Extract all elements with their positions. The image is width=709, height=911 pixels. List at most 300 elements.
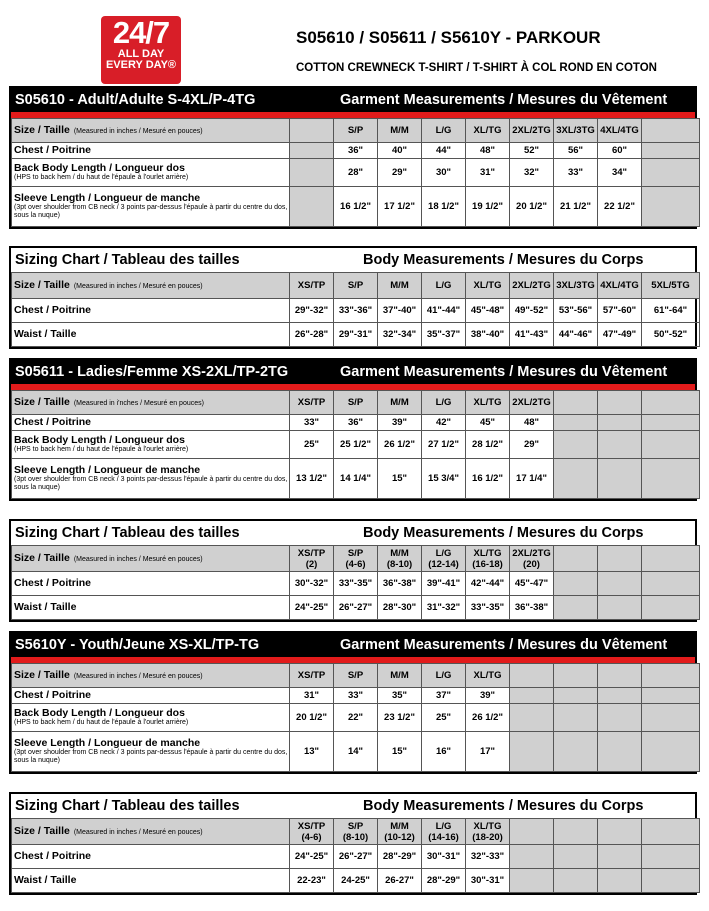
cell-value: 28" [347,167,364,178]
cell-value: 29" [523,439,540,450]
cell-value: 15" [391,746,408,757]
row-note: (Measured in inches / Mesuré en pouces) [73,282,203,290]
cell [554,431,598,459]
cell [510,819,554,845]
chest-row [12,299,700,323]
sizes-label [12,273,290,299]
chest-row [12,572,700,596]
row-label: Back Body Length / Longueur dos [14,706,185,719]
cell-value: 32"-33" [470,851,505,862]
chest-label [12,845,290,869]
cell-value: 37"-40" [382,305,417,316]
cell [334,572,378,596]
cell [334,704,378,732]
cell [334,431,378,459]
section-bar [11,794,695,818]
cell [510,572,554,596]
cell-subvalue: (18-20) [472,831,503,843]
cell [290,431,334,459]
cell [554,299,598,323]
cell-value: 33"-35" [338,578,373,589]
cell-value: S/P [347,397,364,408]
section-title: S5610Y - Youth/Jeune XS-XL/TP-TG [15,637,260,653]
cell-value: L/G [435,820,452,832]
cell [510,391,554,415]
cell [510,704,554,732]
cell-value: 28 1/2" [472,439,503,450]
cell [334,323,378,347]
cell [334,869,378,893]
cell-value: 45" [479,417,496,428]
cell [378,869,422,893]
cell [378,273,422,299]
cell [422,299,466,323]
cell-value: 52" [523,145,540,156]
row-note: (3pt over shoulder from CB neck / 3 points par-dessus l'épaule à partir du centre du dos, sous la nuque) [14,203,288,219]
cell [642,459,700,499]
cell [466,391,510,415]
cell [466,732,510,772]
cell-value: XL/TG [473,280,502,291]
cell-value: 39" [479,690,496,701]
logo-line1: ALL DAY [117,48,165,60]
cell [598,688,642,704]
cell [334,391,378,415]
cell-subvalue: (10-12) [384,831,415,843]
cell-value: 15" [391,473,408,484]
cell [598,187,642,227]
logo-line2: EVERY DAY® [105,59,177,71]
cell-value: 48" [479,145,496,156]
body-heading: Body Measurements / Mesures du Corps [363,525,644,541]
back-row [12,431,700,459]
row-label: Chest / Poitrine [14,689,92,701]
cell-value: 4XL/4TG [600,280,639,291]
cell [290,869,334,893]
cell [290,546,334,572]
cell-value: 36" [347,145,364,156]
cell [378,431,422,459]
cell [598,459,642,499]
waist-row [12,596,700,620]
cell-value: 2XL/2TG [512,280,551,291]
cell [378,143,422,159]
row-label: Sleeve Length / Longueur de manche [14,736,201,749]
logo-text: 24/7 [112,16,170,50]
cell [290,143,334,159]
cell [510,159,554,187]
cell [378,596,422,620]
cell [598,415,642,431]
cell-value: S/P [347,820,364,832]
ladies-body-section [9,519,697,622]
cell-value: 45"-48" [470,305,505,316]
cell-value: S/P [347,125,364,136]
cell-value: 33" [303,417,320,428]
cell [422,664,466,688]
waist-label [12,596,290,620]
cell-value: 2XL/2TG [512,397,551,408]
cell [510,187,554,227]
row-note: (HPS to back hem / du haut de l'épaule à l'ourlet arrière) [14,173,189,181]
cell [290,704,334,732]
row-label: Waist / Taille [14,601,77,613]
cell [554,819,598,845]
cell-value: 4XL/4TG [600,125,639,136]
cell [466,415,510,431]
cell [422,391,466,415]
cell-value: 30" [435,167,452,178]
cell [466,273,510,299]
sizing-heading: Sizing Chart / Tableau des tailles [15,798,240,814]
cell-value: M/M [390,670,409,681]
cell-value: 25" [303,439,320,450]
cell-value: 20 1/2" [516,201,547,212]
cell [510,546,554,572]
cell [290,187,334,227]
cell [554,688,598,704]
cell-subvalue: (4-6) [301,831,322,843]
cell-value: 39"-41" [426,578,461,589]
cell-value: 61"-64" [653,305,688,316]
cell-value: 34" [611,167,628,178]
row-note: (Measured in inches / Mesuré en pouces) [73,828,203,836]
cell [334,688,378,704]
youth-body-table [11,818,700,893]
cell-value: 31" [303,690,320,701]
cell [598,431,642,459]
cell [598,391,642,415]
cell [378,391,422,415]
cell-value: 22 1/2" [604,201,635,212]
row-note: (HPS to back hem / du haut de l'épaule à l'ourlet arrière) [14,445,189,453]
cell [642,119,700,143]
cell [510,415,554,431]
cell-value: 30"-31" [426,851,461,862]
cell [598,819,642,845]
cell-value: 56" [567,145,584,156]
cell [510,459,554,499]
cell [642,869,700,893]
section-bar [11,360,695,384]
sizes-label [12,391,290,415]
adult-garment-section [9,86,697,229]
cell-value: 24"-25" [294,602,329,613]
cell-subvalue: (12-14) [428,558,459,570]
cell [642,143,700,159]
cell [466,688,510,704]
cell-value: 40" [391,145,408,156]
cell-value: 20 1/2" [296,712,327,723]
sleeve-label [12,732,290,772]
row-label: Back Body Length / Longueur dos [14,161,185,174]
cell [378,664,422,688]
cell-value: L/G [435,670,452,681]
cell [642,546,700,572]
cell-value: 35" [391,690,408,701]
cell-value: 42" [435,417,452,428]
chest-row [12,845,700,869]
cell-subvalue: (2) [305,558,318,570]
cell-value: 16" [435,746,452,757]
cell-value: 33" [347,690,364,701]
cell-value: XS/TP [297,670,326,681]
adult-body-section [9,246,697,349]
cell [466,159,510,187]
cell-value: 36" [347,417,364,428]
cell-value: L/G [435,125,452,136]
cell [642,273,700,299]
sleeve-row [12,732,700,772]
cell [554,391,598,415]
cell [378,732,422,772]
cell-value: 57"-60" [602,305,637,316]
cell [290,596,334,620]
row-note: (Measured in inches / Mesuré en pouces) [73,127,203,135]
chest-row [12,143,700,159]
cell-value: L/G [435,397,452,408]
row-label: Size / Taille [14,278,70,291]
row-label: Waist / Taille [14,874,77,886]
cell-value: 23 1/2" [384,712,415,723]
cell [598,273,642,299]
cell-subvalue: (20) [523,558,540,570]
cell [290,845,334,869]
cell-value: 42"-44" [470,578,505,589]
cell-value: 47"-49" [602,329,637,340]
chest-label [12,688,290,704]
cell-value: XS/TP [297,547,326,559]
garment-heading: Garment Measurements / Mesures du Vêtement [340,364,668,380]
cell [334,119,378,143]
cell-value: XL/TG [473,125,502,136]
cell [378,688,422,704]
cell [598,572,642,596]
cell-value: 32" [523,167,540,178]
cell [642,159,700,187]
cell [598,299,642,323]
cell-value: 29"-32" [294,305,329,316]
cell [510,732,554,772]
cell-value: L/G [435,280,452,291]
cell-value: 37" [435,690,452,701]
section-title: S05611 - Ladies/Femme XS-2XL/TP-2TG [15,364,289,380]
row-label: Size / Taille [14,123,70,136]
cell-value: 31"-32" [426,602,461,613]
cell-value: XL/TG [473,397,502,408]
cell-value: 41"-44" [426,305,461,316]
cell [554,572,598,596]
section-bar [11,88,695,112]
brand-logo [101,16,181,84]
cell [290,688,334,704]
cell-value: 5XL/5TG [651,280,690,291]
cell-value: 29" [391,167,408,178]
cell [642,664,700,688]
row-note: (HPS to back hem / du haut de l'épaule à l'ourlet arrière) [14,718,189,726]
cell-value: 17" [479,746,496,757]
cell [642,688,700,704]
cell [290,119,334,143]
chest-label [12,572,290,596]
cell-value: 21 1/2" [560,201,591,212]
cell [334,732,378,772]
cell [334,187,378,227]
cell-subvalue: (8-10) [342,831,369,843]
cell [422,869,466,893]
row-label: Size / Taille [14,395,70,408]
cell-value: 45"-47" [514,578,549,589]
waist-row [12,323,700,347]
cell-value: 2XL/2TG [512,125,551,136]
cell [642,431,700,459]
cell-value: XS/TP [297,820,326,832]
cell-subvalue: (14-16) [428,831,459,843]
cell [334,819,378,845]
cell [598,845,642,869]
row-note: (Measured in inches / Mesuré en pouces) [73,672,203,680]
cell-value: 30"-32" [294,578,329,589]
cell-value: 16 1/2" [340,201,371,212]
cell [290,664,334,688]
cell [290,819,334,845]
cell [466,119,510,143]
section-bar [11,633,695,657]
cell-value: XS/TP [297,397,326,408]
cell-value: 26 1/2" [384,439,415,450]
cell-value: 17 1/2" [384,201,415,212]
cell [334,415,378,431]
cell-value: 26 1/2" [472,712,503,723]
cell-value: 29"-31" [338,329,373,340]
adult-body-table [11,272,700,347]
cell [642,391,700,415]
row-label: Size / Taille [14,824,70,837]
chest-row [12,415,700,431]
cell-value: 26"-28" [294,329,329,340]
page-subtitle: COTTON CREWNECK T-SHIRT / T-SHIRT À COL ROND EN COTON [296,62,657,74]
cell [642,415,700,431]
cell-value: 22" [347,712,364,723]
cell-value: S/P [347,670,364,681]
cell [378,819,422,845]
cell [290,159,334,187]
cell-value: 17 1/4" [516,473,547,484]
cell-subvalue: (8-10) [386,558,413,570]
cell-value: M/M [390,280,409,291]
cell-value: M/M [390,547,409,559]
cell [466,459,510,499]
cell-value: M/M [390,397,409,408]
sizes-row [12,119,700,143]
cell [466,572,510,596]
cell-value: 30"-31" [470,875,505,886]
back-label [12,159,290,187]
cell [334,546,378,572]
cell-value: XL/TG [473,547,502,559]
garment-heading: Garment Measurements / Mesures du Vêtement [340,92,668,108]
cell [466,143,510,159]
sizes-label [12,819,290,845]
cell-value: 24-25" [341,875,370,886]
sizing-heading: Sizing Chart / Tableau des tailles [15,525,240,541]
cell-value: 33"-36" [338,305,373,316]
cell [422,187,466,227]
row-note: (3pt over shoulder from CB neck / 3 points par-dessus l'épaule à partir du centre du dos, sous la nuque) [14,748,288,764]
cell-value: 36"-38" [514,602,549,613]
cell [598,704,642,732]
cell-value: L/G [435,547,452,559]
sizes-row [12,546,700,572]
cell [510,664,554,688]
cell [290,391,334,415]
cell [598,119,642,143]
row-label: Chest / Poitrine [14,416,92,428]
cell [510,688,554,704]
cell [642,299,700,323]
cell [422,546,466,572]
cell [510,273,554,299]
sizes-row [12,819,700,845]
cell [290,572,334,596]
youth-garment-table [11,663,700,772]
sleeve-row [12,187,700,227]
cell [466,845,510,869]
cell-value: 28"-30" [382,602,417,613]
cell [378,323,422,347]
cell [598,159,642,187]
cell [422,431,466,459]
cell [598,664,642,688]
section-title: S05610 - Adult/Adulte S-4XL/P-4TG [15,92,256,108]
row-label: Chest / Poitrine [14,577,92,589]
sizes-label [12,546,290,572]
cell [598,546,642,572]
row-label: Chest / Poitrine [14,144,92,156]
cell [290,273,334,299]
sleeve-label [12,187,290,227]
cell [378,704,422,732]
cell-value: XS/TP [297,280,326,291]
cell-value: 28"-29" [426,875,461,886]
cell [466,596,510,620]
chest-label [12,415,290,431]
body-heading: Body Measurements / Mesures du Corps [363,252,644,268]
chest-label [12,143,290,159]
cell-value: 25" [435,712,452,723]
cell-value: 16 1/2" [472,473,503,484]
row-label: Chest / Poitrine [14,304,92,316]
cell-value: 14" [347,746,364,757]
cell-value: XL/TG [473,820,502,832]
cell [554,664,598,688]
cell-value: 13 1/2" [296,473,327,484]
waist-row [12,869,700,893]
cell-value: M/M [390,820,409,832]
cell [466,299,510,323]
sizing-heading: Sizing Chart / Tableau des tailles [15,252,240,268]
cell [334,845,378,869]
cell [554,845,598,869]
waist-label [12,323,290,347]
cell [422,459,466,499]
cell [510,143,554,159]
section-bar [11,248,695,272]
ladies-garment-table [11,390,700,499]
cell [378,187,422,227]
cell [554,546,598,572]
cell [554,119,598,143]
